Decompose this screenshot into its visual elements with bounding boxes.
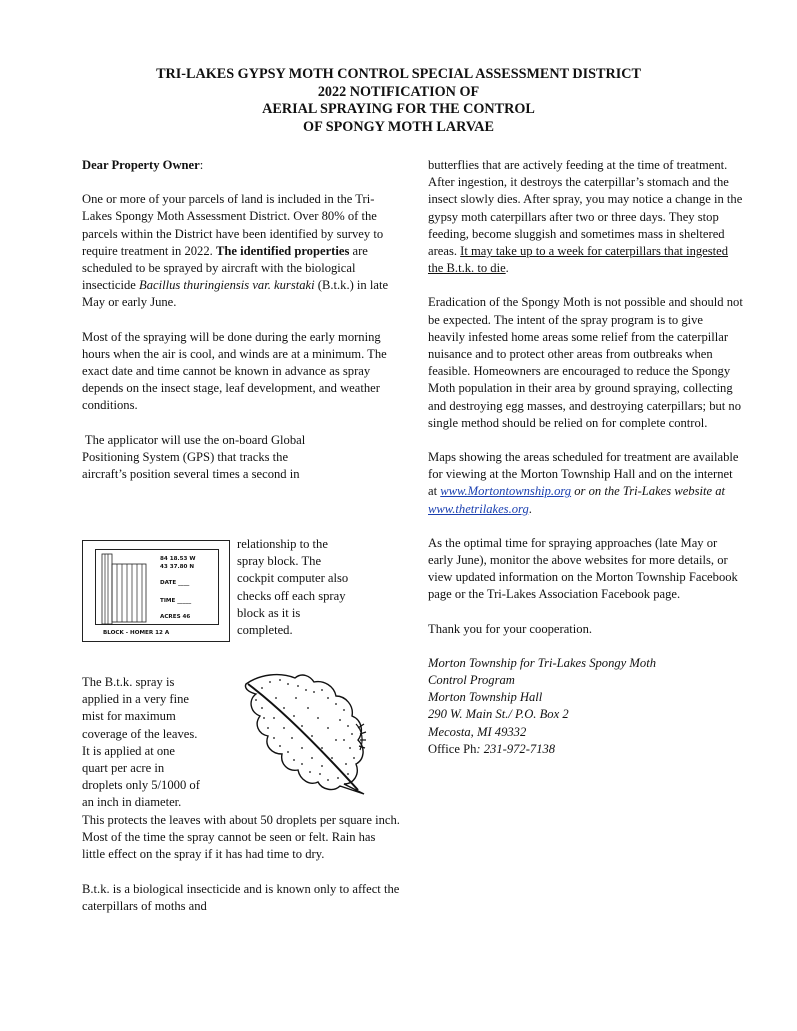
text: One or more of your parcels of land is included in the Tri-Lakes Spongy Moth Assessment District. Over 80% of the parcels within the District have been identified by survey to require treatment in 2022. [82,192,384,258]
page-title [60,66,737,136]
paragraph: B.t.k. is a biological insecticide and is known only to affect the caterpillars of moths and [82,881,400,913]
greeting [82,157,400,174]
text: . [505,261,509,276]
left-column [82,157,400,483]
paragraph-line: relationship to the [237,537,328,551]
paragraph-line: mist for maximum [82,709,176,724]
paragraph-line: cockpit computer also [237,571,349,586]
paragraph-line: checks off each spray [237,588,346,603]
signature-line: Morton Township for Tri-Lakes Spongy Moth [428,655,656,670]
title-line: AERIAL SPRAYING FOR THE CONTROL [262,101,535,117]
gps-screen [95,549,219,625]
paragraph-line: block as it is [237,605,301,620]
paragraph: This protects the leaves with about 50 droplets per square inch. Most of the time the spray cannot be seen or felt. Rain has little effect on the spray if it has had time to dry. [82,813,400,862]
signature-line [428,741,743,758]
signature-block [428,655,743,758]
underlined-text: It may take up to a week for caterpillars that ingested the B.t.k. to die [428,244,729,276]
paragraph-line: applied in a very fine [82,692,190,707]
flight-lines-graphic [96,550,220,626]
paragraph: Thank you for your cooperation. [428,621,593,636]
paragraph-line: coverage of the leaves. [82,726,198,741]
phone-label: Office Ph [428,741,477,756]
leaf-illustration [240,668,380,798]
greeting-bold: Dear Property Owner [82,158,200,172]
paragraph-line: It is applied at one [82,743,176,758]
left-column-bottom [82,812,400,915]
paragraph [428,449,743,518]
paragraph-line: quart per acre in [82,761,165,776]
paragraph-line: spray block. The [237,554,322,569]
title-line: TRI-LAKES GYPSY MOTH CONTROL SPECIAL ASSESSMENT DISTRICT [156,66,641,82]
paragraph [82,191,400,311]
paragraph-line: Positioning System (GPS) that tracks the [82,449,289,464]
morton-township-link[interactable]: www.Mortontownship.org [440,484,572,499]
greeting-rest: : [199,158,204,172]
paragraph-line: an inch in diameter. [82,795,182,810]
text-italic: or on the Tri-Lakes website at [571,484,726,499]
title-line: 2022 NOTIFICATION OF [317,83,480,100]
gps-block-label: BLOCK - HOMER 12 A [103,630,170,636]
phone-number: : 231-972-7138 [476,741,556,756]
signature-line: Morton Township Hall [428,690,543,705]
text: butterflies that are actively feeding at the time of treatment. After ingestion, it destroys the caterpillar’s stomach and the insect slowly dies. After spray, you may notice a change in the gypsy moth caterpillars after two or three days. They stop feeding, become sluggish and sometimes mass in sheltered areas. [428,158,743,259]
paragraph: Most of the spraying will be done during the early morning hours when the air is cool, and winds are at a minimum. The exact date and time cannot be known in advance as spray depends on the insect stage, leaf development, and weather conditions. [82,329,387,413]
gps-coord: 43 37.80 N [160,564,195,570]
text: . [528,501,532,516]
signature-line: Mecosta, MI 49332 [428,724,527,739]
gps-acres: ACRES 46 [160,614,191,620]
paragraph: Eradication of the Spongy Moth is not possible and should not be expected. The intent of the spray program is to give heavily infested home areas some relief from the caterpillar nuisance and to protect other areas from outbreaks when feasible. Homeowners are encouraged to reduce the Spongy Moth population in their area by ground spraying, collecting and destroying egg masses, and destroying caterpillars; but no single method should be relied on for complete control. [428,295,743,430]
paragraph [428,157,743,277]
title-line: OF SPONGY MOTH LARVAE [303,118,494,135]
gps-wrap-text [237,536,397,639]
right-column [428,157,743,758]
paragraph-line: aircraft’s position several times a second in [82,467,300,482]
gps-coord: 84 18.53 W [160,556,196,562]
paragraph-line: The applicator will use the on-board Global [82,432,306,447]
gps-date: DATE ____ [160,580,190,586]
gps-time: TIME _____ [160,598,192,604]
signature-line: 290 W. Main St./ P.O. Box 2 [428,707,569,722]
text: are scheduled to be sprayed by aircraft with the biological insecticide [82,243,368,293]
paragraph-line: droplets only 5/1000 of [82,778,200,793]
trilakes-link[interactable]: www.thetrilakes.org [428,501,529,516]
text-bold: The identified properties [215,243,350,258]
paragraph-line: The B.t.k. spray is [82,675,175,689]
gps-display-figure [82,540,230,642]
paragraph-line: completed. [237,623,293,638]
text-italic: Bacillus thuringiensis var. kurstaki [139,278,315,293]
text: Maps showing the areas scheduled for treatment are available for viewing at the Morton Township Hall and on the internet at [428,450,739,499]
paragraph: As the optimal time for spraying approaches (late May or early June), monitor the above websites for more details, or view updated information on the Morton Township Facebook page or the Tri-Lakes Association Facebook page. [428,535,738,602]
leaf-wrap-text [82,674,242,812]
signature-line: Control Program [428,673,515,688]
text: (B.t.k.) in late May or early June. [82,278,389,310]
